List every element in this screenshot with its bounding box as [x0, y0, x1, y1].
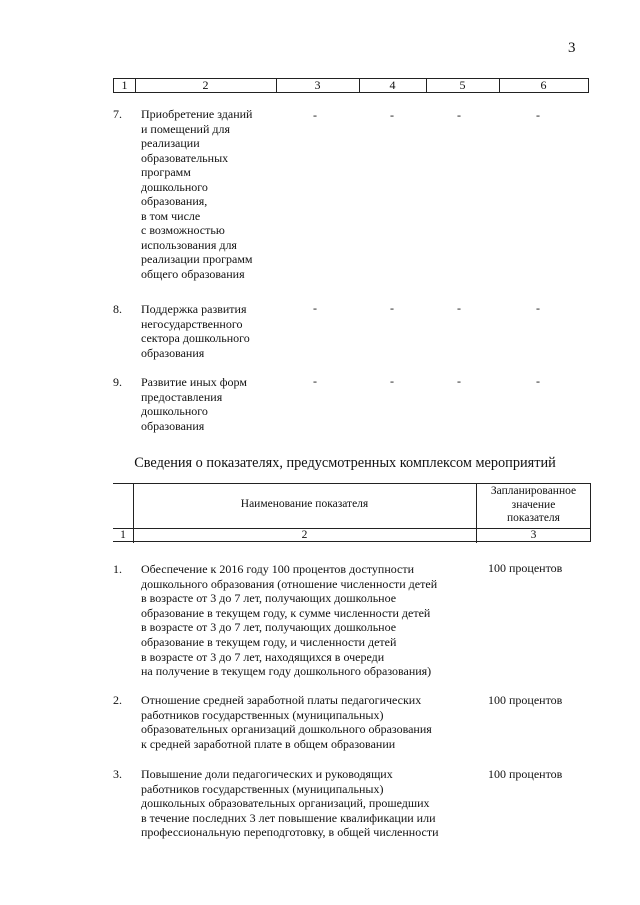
- section-title: Сведения о показателях, предусмотренных комплексом мероприятий: [134, 455, 556, 471]
- table1-header-row: [113, 78, 589, 93]
- text-line: дошкольного образования (отношение численности детей: [141, 576, 438, 591]
- table1-row-text: [141, 302, 267, 360]
- row-number: 9.: [113, 375, 122, 389]
- text-line: Поддержка развития: [141, 302, 247, 316]
- text-line: дошкольного: [141, 179, 208, 194]
- planned-value: 100 процентов: [488, 693, 563, 707]
- cell-col-5: -: [457, 108, 461, 122]
- header-line: значение: [511, 498, 556, 511]
- column-number-2: 2: [301, 529, 308, 541]
- text-line: образование в текущем году, к сумме численности детей: [141, 605, 431, 620]
- page-number: 3: [568, 40, 576, 56]
- text-line: реализации: [141, 136, 200, 150]
- column-number-3: 3: [530, 529, 537, 541]
- text-line: образовательных: [141, 150, 229, 165]
- table1-col-6: 6: [540, 78, 547, 92]
- planned-value: 100 процентов: [488, 767, 563, 781]
- text-line: образование в текущем году, и численности детей: [141, 634, 397, 649]
- row-number: 7.: [113, 107, 122, 121]
- text-line: общего образования: [141, 266, 245, 281]
- text-line: в возрасте от 3 до 7 лет, находящихся в очереди: [141, 649, 385, 664]
- indicator-text: [141, 693, 469, 751]
- text-line: реализации программ: [141, 252, 253, 266]
- cell-col-4: -: [390, 374, 394, 388]
- cell-col-3: -: [313, 374, 317, 388]
- text-line: на получение в текущем году дошкольного образования): [141, 664, 432, 679]
- header-line: Запланированное: [490, 485, 577, 497]
- indicator-text: [141, 767, 469, 840]
- row-number: 3.: [113, 767, 122, 781]
- text-line: Обеспечение к 2016 году 100 процентов доступности: [141, 562, 415, 576]
- table1-col-1: 1: [121, 78, 128, 92]
- cell-col-4: -: [390, 108, 394, 122]
- indicator-text: [141, 562, 469, 679]
- cell-col-6: -: [536, 108, 540, 122]
- row-number: 8.: [113, 302, 122, 316]
- table1-col-3: 3: [314, 78, 321, 92]
- header-line: показателя: [507, 512, 560, 524]
- text-line: сектора дошкольного: [141, 331, 250, 345]
- text-line: Приобретение зданий: [141, 107, 253, 121]
- text-line: работников государственных (муниципальных): [141, 707, 384, 722]
- text-line: к средней заработной плате в общем образовании: [141, 736, 396, 751]
- column-header-name: Наименование показателя: [240, 498, 369, 510]
- text-line: предоставления: [141, 389, 223, 404]
- text-line: образования: [141, 345, 205, 360]
- row-number: 1.: [113, 562, 122, 576]
- text-line: работников государственных (муниципальных): [141, 781, 384, 796]
- cell-col-3: -: [313, 301, 317, 315]
- text-line: образования,: [141, 194, 208, 208]
- text-line: с возможностью: [141, 223, 225, 237]
- table1-row-text: [141, 375, 267, 433]
- table1-row-text: [141, 107, 267, 281]
- text-line: в возрасте от 3 до 7 лет, получающих дошкольное: [141, 620, 397, 635]
- cell-col-6: -: [536, 374, 540, 388]
- text-line: профессиональную переподготовку, в общей численности: [141, 825, 439, 840]
- column-header-planned: [476, 485, 591, 526]
- text-line: дошкольного: [141, 404, 208, 418]
- text-line: использования для: [141, 237, 237, 252]
- table1-col-4: 4: [389, 78, 396, 92]
- row-number: 2.: [113, 693, 122, 707]
- text-line: программ: [141, 165, 191, 179]
- table1-col-2: 2: [202, 78, 209, 92]
- text-line: в возрасте от 3 до 7 лет, получающих дошкольное: [141, 591, 397, 606]
- text-line: в течение последних 3 лет повышение квалификации или: [141, 810, 436, 825]
- text-line: Отношение средней заработной платы педагогических: [141, 693, 422, 707]
- text-line: Повышение доли педагогических и руководящих: [141, 767, 393, 781]
- text-line: образования: [141, 418, 205, 433]
- planned-value: 100 процентов: [488, 561, 563, 575]
- indicators-table-header: [113, 483, 591, 542]
- cell-col-3: -: [313, 108, 317, 122]
- cell-col-6: -: [536, 301, 540, 315]
- table1-col-5: 5: [459, 78, 466, 92]
- text-line: образовательных организаций дошкольного образования: [141, 722, 432, 737]
- text-line: дошкольных образовательных организаций, прошедших: [141, 796, 430, 811]
- text-line: и помещений для: [141, 121, 230, 136]
- text-line: негосударственного: [141, 316, 243, 331]
- cell-col-4: -: [390, 301, 394, 315]
- cell-col-5: -: [457, 374, 461, 388]
- column-number-1: 1: [120, 529, 126, 541]
- text-line: Развитие иных форм: [141, 375, 247, 389]
- text-line: в том числе: [141, 208, 201, 223]
- cell-col-5: -: [457, 301, 461, 315]
